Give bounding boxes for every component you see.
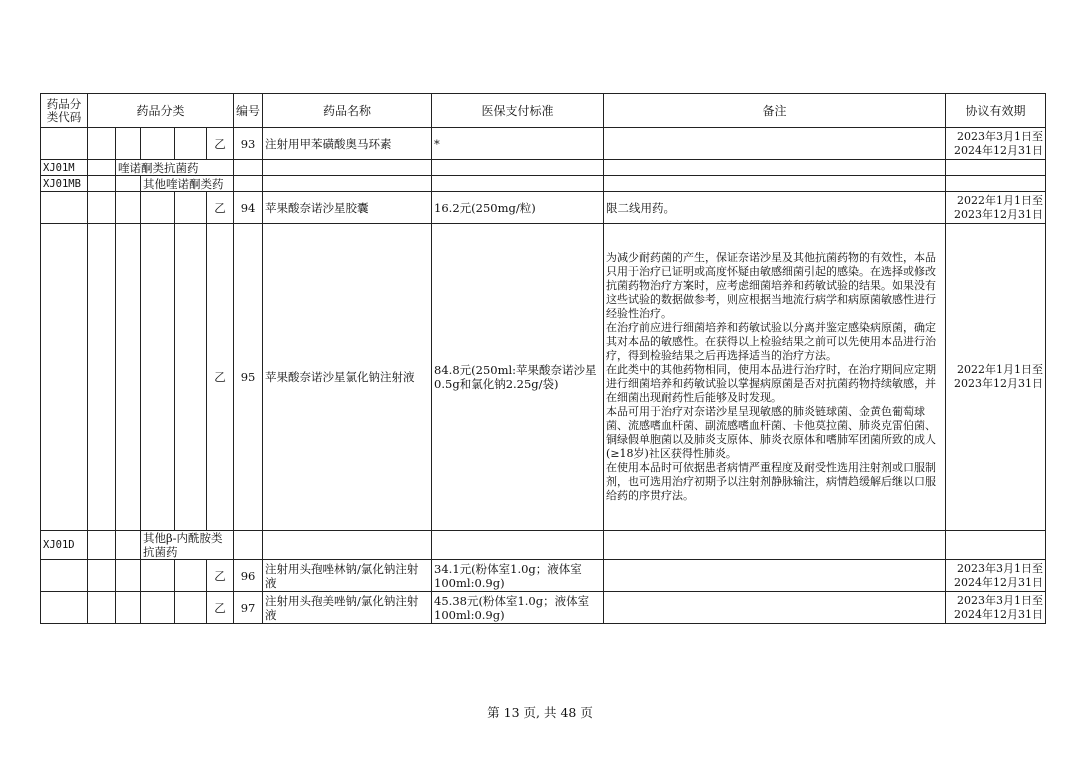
note-cell: 限二线用药。	[604, 192, 946, 224]
table-row-95	[41, 224, 1046, 531]
validity-start: 2023年3月1日至	[957, 129, 1044, 143]
table-row-97	[41, 592, 1046, 624]
category-row-xj01d	[41, 531, 1046, 560]
validity-cell	[946, 192, 1046, 224]
category-row-xj01mb	[41, 176, 1046, 192]
validity-end: 2024年12月31日	[954, 143, 1044, 157]
validity-start: 2022年1月1日至	[957, 363, 1044, 376]
category-name: 其他喹诺酮类药	[141, 176, 234, 192]
page-number: 第 13 页, 共 48 页	[487, 705, 593, 720]
validity-cell	[946, 560, 1046, 592]
note-cell	[604, 560, 946, 592]
category-code: XJ01M	[41, 160, 88, 176]
class-cell: 乙	[207, 224, 234, 531]
header-standard: 医保支付标准	[432, 94, 604, 128]
note-cell	[604, 592, 946, 624]
validity-start: 2022年1月1日至	[957, 193, 1044, 207]
note-cell	[604, 128, 946, 160]
standard-cell: 84.8元(250ml:苹果酸奈诺沙星0.5g和氯化钠2.25g/袋)	[432, 224, 604, 531]
class-cell: 乙	[207, 592, 234, 624]
header-category: 药品分类	[88, 94, 234, 128]
drug-table	[40, 93, 1046, 624]
category-name: 喹诺酮类抗菌药	[116, 160, 234, 176]
validity-end: 2024年12月31日	[954, 607, 1044, 621]
table-header-row	[41, 94, 1046, 128]
validity-start: 2023年3月1日至	[957, 593, 1044, 607]
table-row-96	[41, 560, 1046, 592]
category-code: XJ01D	[41, 531, 88, 560]
note-cell	[604, 224, 946, 531]
standard-cell: 34.1元(粉体室1.0g；液体室100ml:0.9g)	[432, 560, 604, 592]
no-cell: 97	[234, 592, 263, 624]
no-cell: 94	[234, 192, 263, 224]
note-paragraph: 本品可用于治疗对奈诺沙星呈现敏感的肺炎链球菌、金黄色葡萄球菌、流感嗜血杆菌、副流感嗜血杆菌、卡他莫拉菌、肺炎克雷伯菌、铜绿假单胞菌以及肺炎支原体、肺炎衣原体和嗜肺军团菌所致的成人(≥18岁)社区获得性肺炎。	[606, 405, 937, 460]
category-name: 其他β-内酰胺类抗菌药	[141, 531, 234, 560]
standard-cell: 16.2元(250mg/粒)	[432, 192, 604, 224]
category-row-xj01m	[41, 160, 1046, 176]
name-cell: 苹果酸奈诺沙星氯化钠注射液	[263, 224, 432, 531]
category-code: XJ01MB	[41, 176, 88, 192]
class-cell: 乙	[207, 128, 234, 160]
validity-cell	[946, 128, 1046, 160]
note-paragraph: 为减少耐药菌的产生，保证奈诺沙星及其他抗菌药物的有效性，本品只用于治疗已证明或高度怀疑由敏感细菌引起的感染。在选择或修改抗菌药物治疗方案时，应考虑细菌培养和药敏试验的结果。如果没有这些试验的数据做参考，则应根据当地流行病学和病原菌敏感性进行经验性治疗。	[606, 251, 937, 320]
no-cell: 95	[234, 224, 263, 531]
name-cell: 注射用头孢美唑钠/氯化钠注射液	[263, 592, 432, 624]
validity-end: 2023年12月31日	[954, 207, 1044, 221]
validity-end: 2024年12月31日	[954, 575, 1044, 589]
header-validity: 协议有效期	[946, 94, 1046, 128]
header-name: 药品名称	[263, 94, 432, 128]
table-row-93	[41, 128, 1046, 160]
name-cell: 苹果酸奈诺沙星胶囊	[263, 192, 432, 224]
note-paragraph: 在此类中的其他药物相同，使用本品进行治疗时，在治疗期间应定期进行细菌培养和药敏试验以掌握病原菌是否对抗菌药物持续敏感，并在细菌出现耐药性后能够及时发现。	[606, 363, 937, 404]
table-row-94	[41, 192, 1046, 224]
note-paragraph: 在治疗前应进行细菌培养和药敏试验以分离并鉴定感染病原菌，确定其对本品的敏感性。在获得以上检验结果之前可以先使用本品进行治疗，得到检验结果之后再选择适当的治疗方法。	[606, 321, 937, 362]
validity-cell	[946, 592, 1046, 624]
class-cell: 乙	[207, 192, 234, 224]
no-cell: 93	[234, 128, 263, 160]
name-cell: 注射用甲苯磺酸奥马环素	[263, 128, 432, 160]
no-cell: 96	[234, 560, 263, 592]
class-cell: 乙	[207, 560, 234, 592]
name-cell: 注射用头孢唑林钠/氯化钠注射液	[263, 560, 432, 592]
header-code: 药品分类代码	[41, 94, 88, 128]
header-note: 备注	[604, 94, 946, 128]
validity-start: 2023年3月1日至	[957, 561, 1044, 575]
standard-cell: *	[432, 128, 604, 160]
validity-end: 2023年12月31日	[954, 377, 1044, 390]
standard-cell: 45.38元(粉体室1.0g；液体室100ml:0.9g)	[432, 592, 604, 624]
header-no: 编号	[234, 94, 263, 128]
validity-cell	[946, 224, 1046, 531]
note-paragraph: 在使用本品时可依据患者病情严重程度及耐受性选用注射剂或口服制剂，也可选用治疗初期予以注射剂静脉输注，病情趋缓解后继以口服给药的序贯疗法。	[606, 461, 937, 502]
